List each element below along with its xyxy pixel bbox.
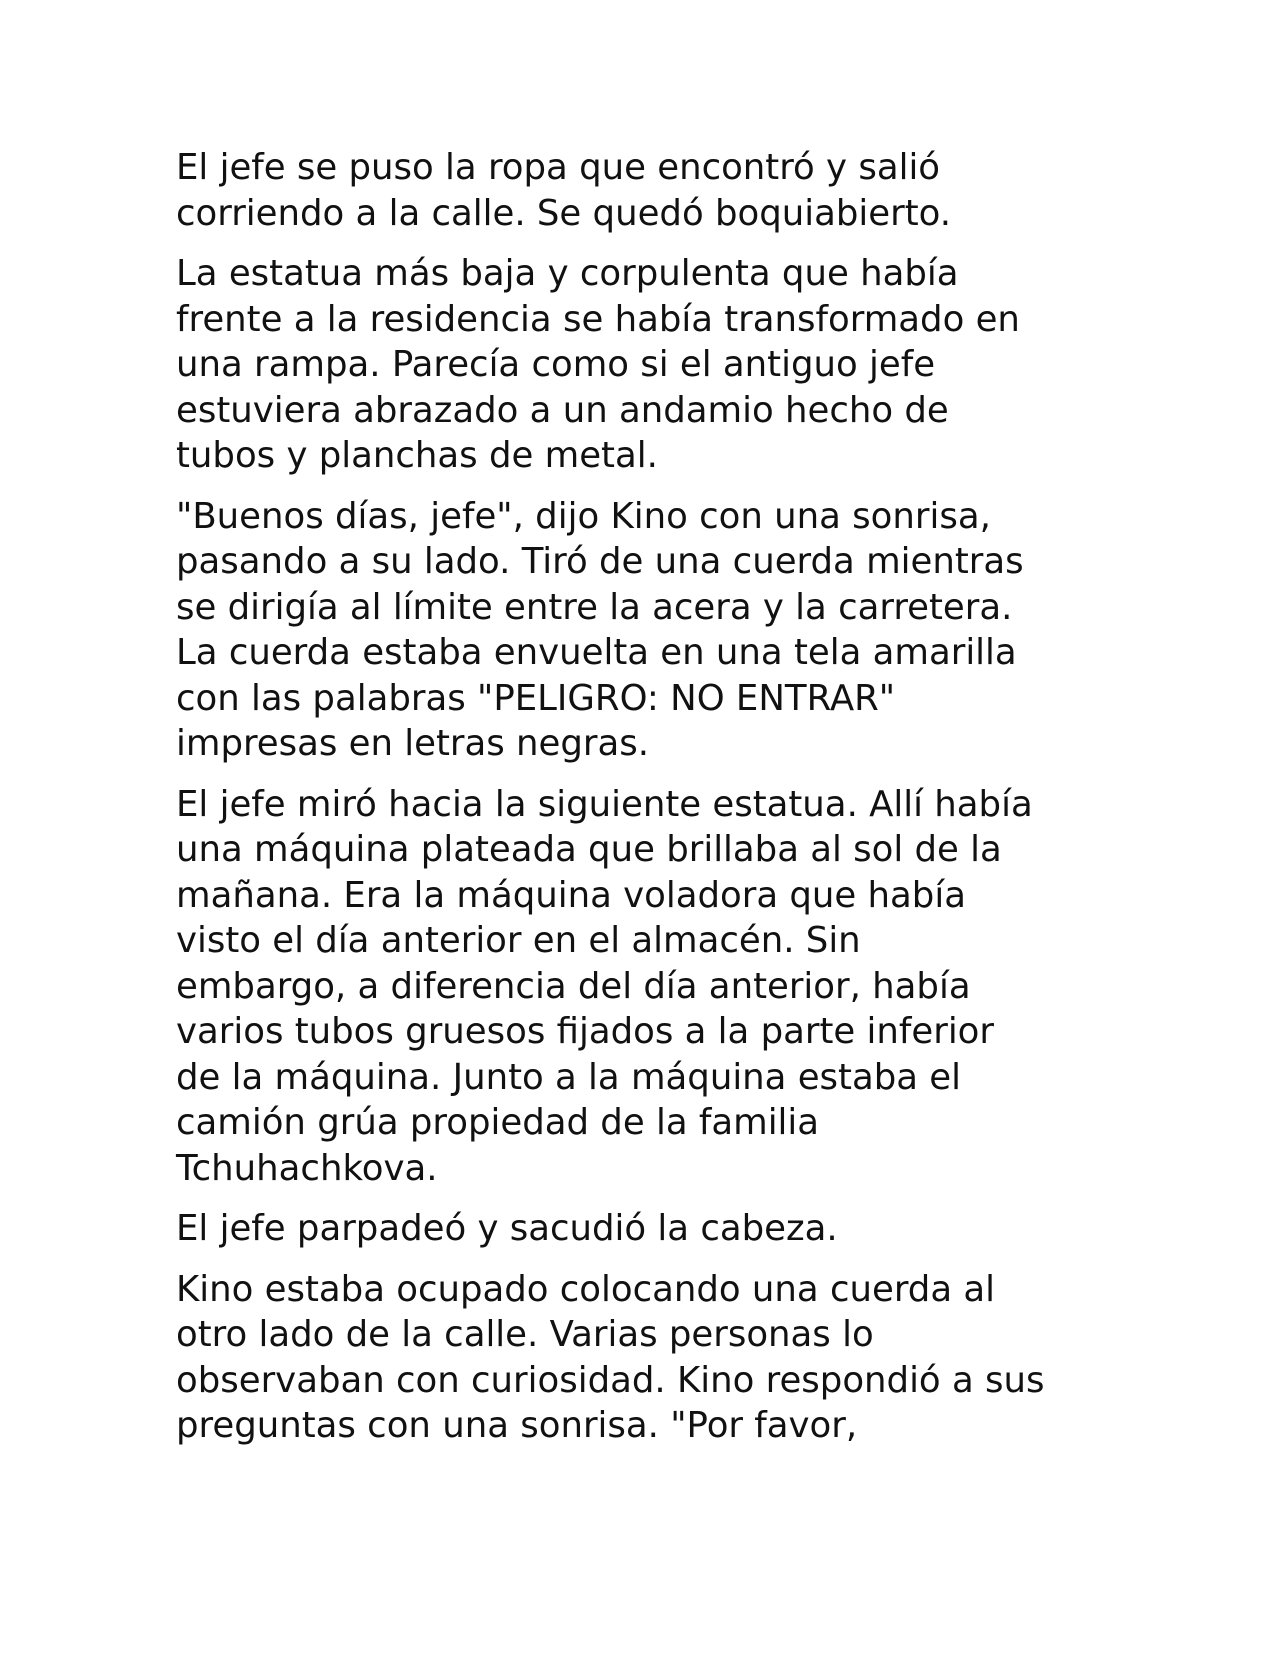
text-line: "Buenos días, jefe", dijo Kino con una sonrisa,	[176, 495, 991, 537]
text-line: con las palabras "PELIGRO: NO ENTRAR"	[176, 677, 896, 719]
paragraph	[176, 1267, 1106, 1449]
text-line: se dirigía al límite entre la acera y la carretera.	[176, 586, 1013, 628]
paragraph	[176, 494, 1106, 767]
text-line: corriendo a la calle. Se quedó boquiabierto.	[176, 192, 952, 234]
text-line: visto el día anterior en el almacén. Sin	[176, 920, 861, 961]
text-line: tubos y planchas de metal.	[176, 435, 658, 476]
text-line: El jefe parpadeó y sacudió la cabeza.	[176, 1208, 838, 1249]
text-line: pasando a su lado. Tiró de una cuerda mientras	[176, 541, 1024, 582]
paragraph	[176, 1206, 1106, 1252]
text-line: Tchuhachkova.	[176, 1147, 438, 1189]
text-line: camión grúa propiedad de la familia	[176, 1102, 820, 1143]
text-line: impresas en letras negras.	[176, 723, 650, 764]
document-page	[176, 145, 1106, 1464]
paragraph	[176, 145, 1106, 236]
text-line: La estatua más baja y corpulenta que había	[176, 253, 959, 294]
text-line: de la máquina. Junto a la máquina estaba el	[176, 1056, 962, 1098]
paragraph	[176, 782, 1106, 1192]
text-line: El jefe se puso la ropa que encontró y salió	[176, 147, 941, 188]
text-line: El jefe miró hacia la siguiente estatua. Allí había	[176, 783, 1033, 825]
paragraph	[176, 251, 1106, 479]
text-line: frente a la residencia se había transformado en	[176, 298, 1020, 340]
text-line: otro lado de la calle. Varias personas lo	[176, 1314, 874, 1355]
text-line: mañana. Era la máquina voladora que había	[176, 874, 966, 916]
text-line: estuviera abrazado a un andamio hecho de	[176, 389, 949, 431]
text-line: La cuerda estaba envuelta en una tela amarilla	[176, 632, 1017, 673]
text-line: embargo, a diferencia del día anterior, había	[176, 965, 971, 1007]
text-line: una rampa. Parecía como si el antiguo jefe	[176, 344, 936, 385]
text-line: una máquina plateada que brillaba al sol de la	[176, 829, 1002, 870]
text-line: varios tubos gruesos fijados a la parte inferior	[176, 1011, 994, 1052]
text-line: preguntas con una sonrisa. "Por favor,	[176, 1405, 858, 1446]
text-line: Kino estaba ocupado colocando una cuerda al	[176, 1268, 995, 1310]
text-line: observaban con curiosidad. Kino respondió a sus	[176, 1359, 1045, 1401]
